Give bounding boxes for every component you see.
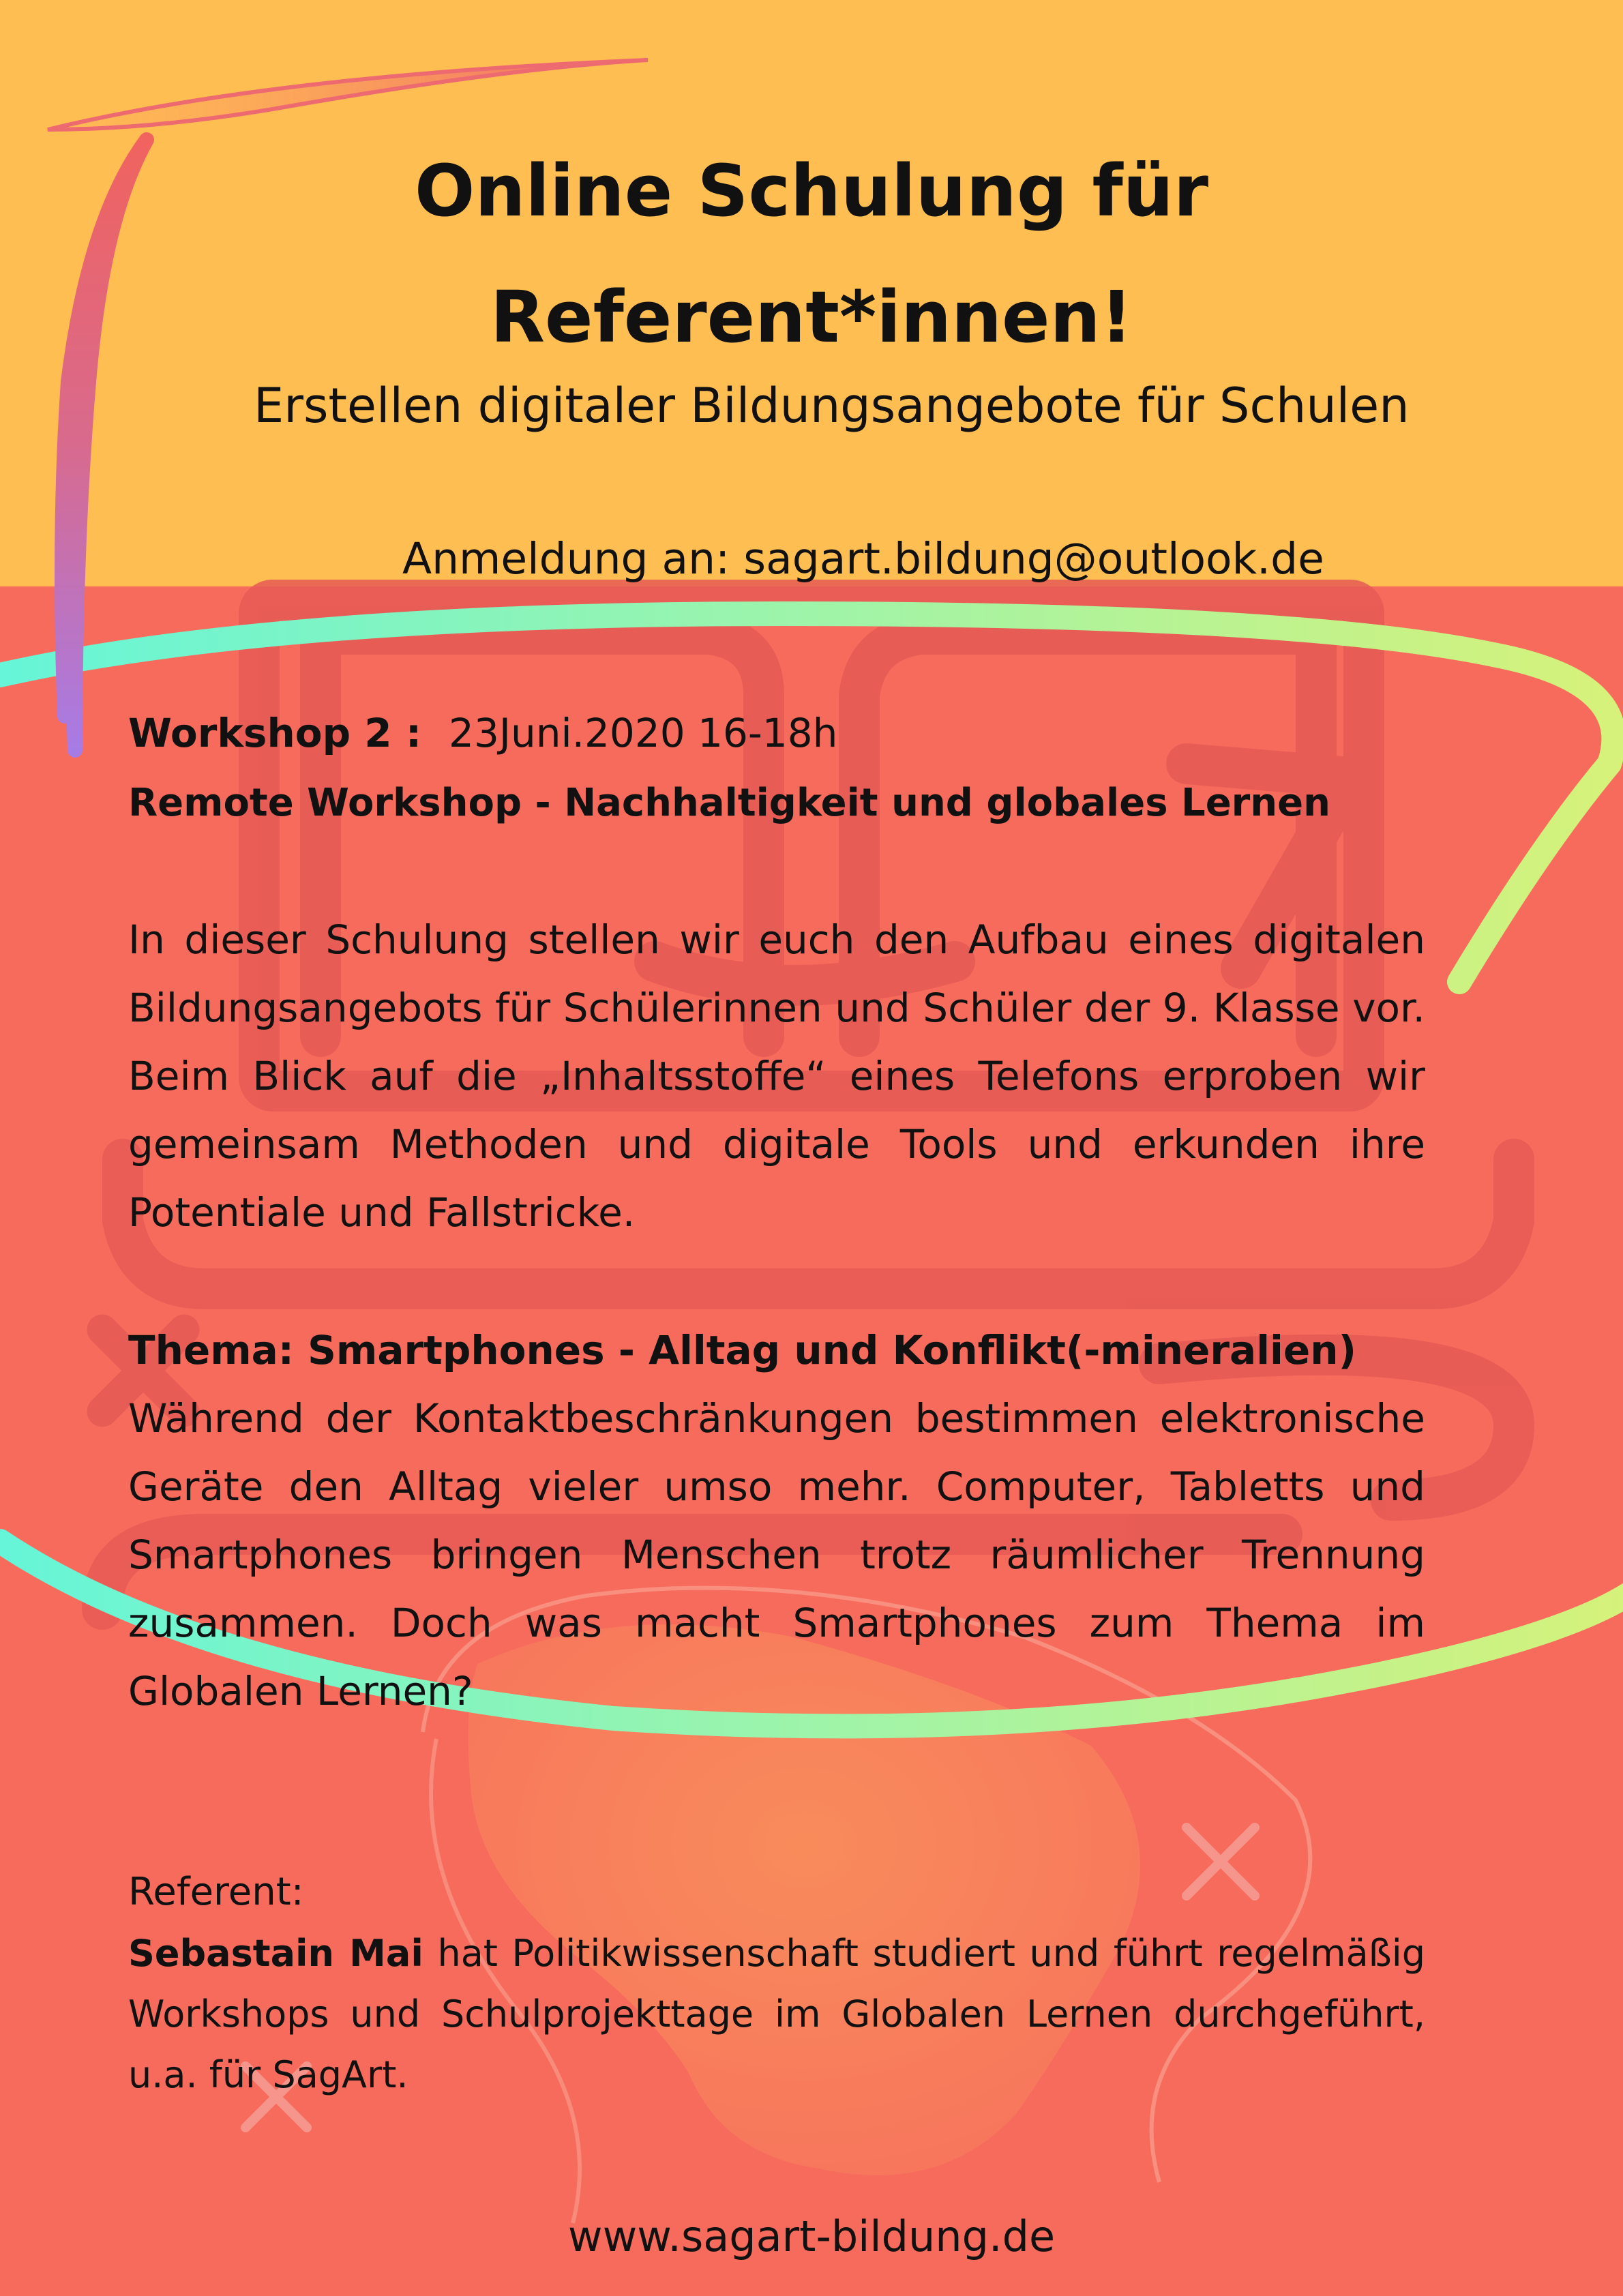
website-link: www.sagart-bildung.de — [567, 2211, 1056, 2261]
workshop-header — [128, 699, 837, 767]
workshop-date: 23Juni.2020 16-18h — [449, 710, 838, 756]
registration-email: Anmeldung an: sagart.bildung@outlook.de — [402, 534, 1324, 584]
referent-label: Referent: — [128, 1870, 304, 1914]
page-title-line-2: Referent*innen! — [490, 275, 1133, 359]
referent-bio — [128, 1923, 1425, 2105]
referent-bio-text: hat Politikwissenschaft studiert und führt regelmäßig Workshops und Schulprojekttage im Globalen Lernen durchgeführt, u.a. für SagArt. — [128, 1932, 1425, 2096]
workshop-label: Workshop 2 : — [128, 710, 422, 756]
page-subtitle: Erstellen digitaler Bildungsangebote für Schulen — [254, 378, 1410, 434]
page-title-line-1: Online Schulung für — [414, 149, 1209, 233]
theme-body: Während der Kontaktbeschränkungen bestimmen elektronische Geräte den Alltag vieler umso mehr. Computer, Tabletts und Smartphones bringen Menschen trotz räumlicher Trennung zusammen. Doch was macht Smartphones zum Thema im Globalen Lernen? — [128, 1395, 1425, 1714]
theme-title: Thema: Smartphones - Alltag und Konflikt(-mineralien) — [128, 1327, 1357, 1373]
referent-name: Sebastain Mai — [128, 1932, 423, 1975]
workshop-description: In dieser Schulung stellen wir euch den Aufbau eines digitalen Bildungsangebots für Schülerinnen und Schüler der 9. Klasse vor. Beim Blick auf die „Inhaltsstoffe“ eines Telefons erproben wir gemeinsam Methoden und digitale Tools und erkunden ihre Potentiale und Fallstricke. — [128, 916, 1425, 1236]
workshop-title: Remote Workshop - Nachhaltigkeit und globales Lernen — [128, 781, 1331, 825]
